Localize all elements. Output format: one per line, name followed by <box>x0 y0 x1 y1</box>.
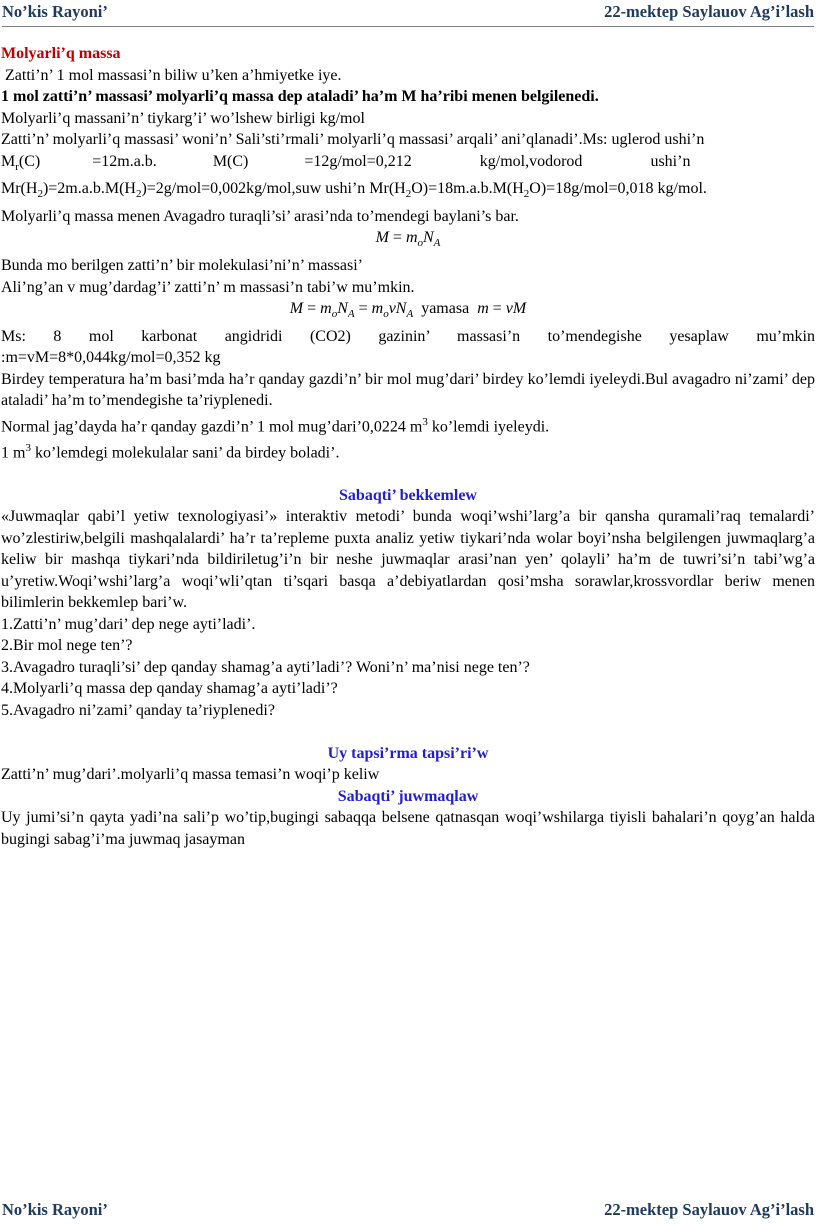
formula-mass-relation: $M = m_oN_A = m_ovN_A$ yamasa m = vM <box>289 300 527 321</box>
header-right: 22-mektep Saylauov Ag’i’lash <box>604 2 814 21</box>
section-title-homework: Uy tapsi’rma tapsi’ri’w <box>327 744 489 762</box>
paragraph-molar-examples: $Mr(H_2)=2m.a.b.M(H_2)=2g/mol=0,002kg/mol,suw$ ushi’n $Mr(H_2O)=18m.a.b.M(H_2O)=18g/mol=0,018$ kg/mol. <box>1 180 707 201</box>
question-item: 1.Zatti’n’ mug’dari’ dep nege ayti’ladi’. <box>1 615 256 633</box>
paragraph-example: Ms: 8 mol karbonat angidridi (CO2) gazinin’ massasi’n to’mendegishe yesaplaw mu’mkin <box>1 327 815 345</box>
header-rule <box>2 26 814 27</box>
question-item: 2.Bir mol nege ten’? <box>1 637 133 655</box>
paragraph-avogadro-law: Birdey temperatura ha’m basi’mda ha’r qanday gazdi’n’ bir mol mug’dari’ birdey ko’lemdi iyeleydi.Bul avagadro ni’zami’ dep ataladi’ ha’m to’mendegishe ta’riyplenedi. <box>1 370 815 410</box>
paragraph-method: «Juwmaqlar qabi’l yetiw texnologiyasi’» interaktiv metodi’ bunda woqi’wshi’larg’a bir qansha quramali’raq temalardi’ wo’zlestiriw,belgili mashqalalardi’ ha’r ta’repleme puxta analiz yetiw tiykari’nda wolar boyi’nsha belgilengen juwmaqlarg’a keliw bir mashqa tiykari’nda bildiriletug’i’n bir neshe juwmaqlar arasi’nan yen’ qolayli’ ha’m de tuwri’si’n tabi’wg’a u’yretiw.Woqi’wshi’larg’a woqi’wli’qtan ti’sqari basqa a’debiyatlardan qosi’msha sorawlar,krossvordlar beriw menen bilimlerin bekkemlep bari’w. <box>1 508 815 612</box>
paragraph: Molyarli’q massa menen Avagadro turaqli’si’ arasi’nda to’mendegi baylani’s bar. <box>1 207 519 225</box>
paragraph-molecule-count: 1 $m^3$ ko’lemdegi molekulalar sani’ da birdey boladi’. <box>1 441 340 461</box>
definition-paragraph: 1 mol zatti’n’ massasi’ molyarli’q massa dep ataladi’ ha’m M ha’ribi menen belgilenedi. <box>1 88 599 105</box>
formula-molar-mass: $M = m_oN_A$ <box>375 229 441 250</box>
section-title-reinforcement: Sabaqti’ bekkemlew <box>339 486 477 504</box>
paragraph: Ali’ng’an v mug’dardag’i’ zatti’n’ m massasi’n tabi’w mu’mkin. <box>1 278 415 296</box>
paragraph: Bunda mo berilgen zatti’n’ bir molekulasi’ni’n’ massasi’ <box>1 257 363 275</box>
section-title-molar-mass: Molyarli’q massa <box>1 45 121 62</box>
section-title-conclusion: Sabaqti’ juwmaqlaw <box>337 787 479 805</box>
page-footer <box>2 1200 814 1220</box>
paragraph-molar-volume: Normal jag’dayda ha’r qanday gazdi’n’ 1 mol mug’dari’0,0224 $m^3$ ko’lemdi iyeleydi. <box>1 415 550 436</box>
question-item: 5.Avagadro ni’zami’ qanday ta’riyplenedi? <box>1 701 275 719</box>
spacer <box>1 721 815 743</box>
question-item: 3.Avagadro turaqli’si’ dep qanday shamag’a ayti’ladi’? Woni’n’ ma’nisi nege ten’? <box>1 658 530 676</box>
paragraph: :m=vM=8*0,044kg/mol=0,352 kg <box>1 349 221 367</box>
footer-left: No’kis Rayoni’ <box>2 1200 108 1219</box>
document-body <box>1 43 815 850</box>
spacer <box>1 463 815 485</box>
paragraph: Zatti’n’ 1 mol massasi’n biliw u’ken a’hmiyetke iye. <box>1 66 342 84</box>
paragraph: Uy jumi’si’n qayta yadi’na sali’p wo’tip,bugingi sabaqqa belsene qatnasqan woqi’wshilarga tiyisli bahalari’n qoyg’an halda bugingi sabag’i’ma juwmaq jasayman <box>1 809 815 848</box>
question-item: 4.Molyarli’q massa dep qanday shamag’a ayti’ladi’? <box>1 680 338 698</box>
paragraph-mr-c: $M_r(C) =12m.a.b$. M(C) =12g/mol=0,212 kg/mol,vodorod ushi’n <box>1 152 691 173</box>
paragraph: Zatti’n’ mug’dari’.molyarli’q massa temasi’n woqi’p keliw <box>1 766 380 784</box>
paragraph: Molyarli’q massani’n’ tiykarg’i’ wo’lshew birligi kg/mol <box>1 109 365 127</box>
header-left: No’kis Rayoni’ <box>2 2 108 21</box>
page-header <box>2 2 814 22</box>
footer-right: 22-mektep Saylauov Ag’i’lash <box>604 1200 814 1219</box>
paragraph: Zatti’n’ molyarli’q massasi’ woni’n’ Sali’sti’rmali’ molyarli’q massasi’ arqali’ ani’qlanadi’.Ms: uglerod ushi’n <box>1 131 705 148</box>
